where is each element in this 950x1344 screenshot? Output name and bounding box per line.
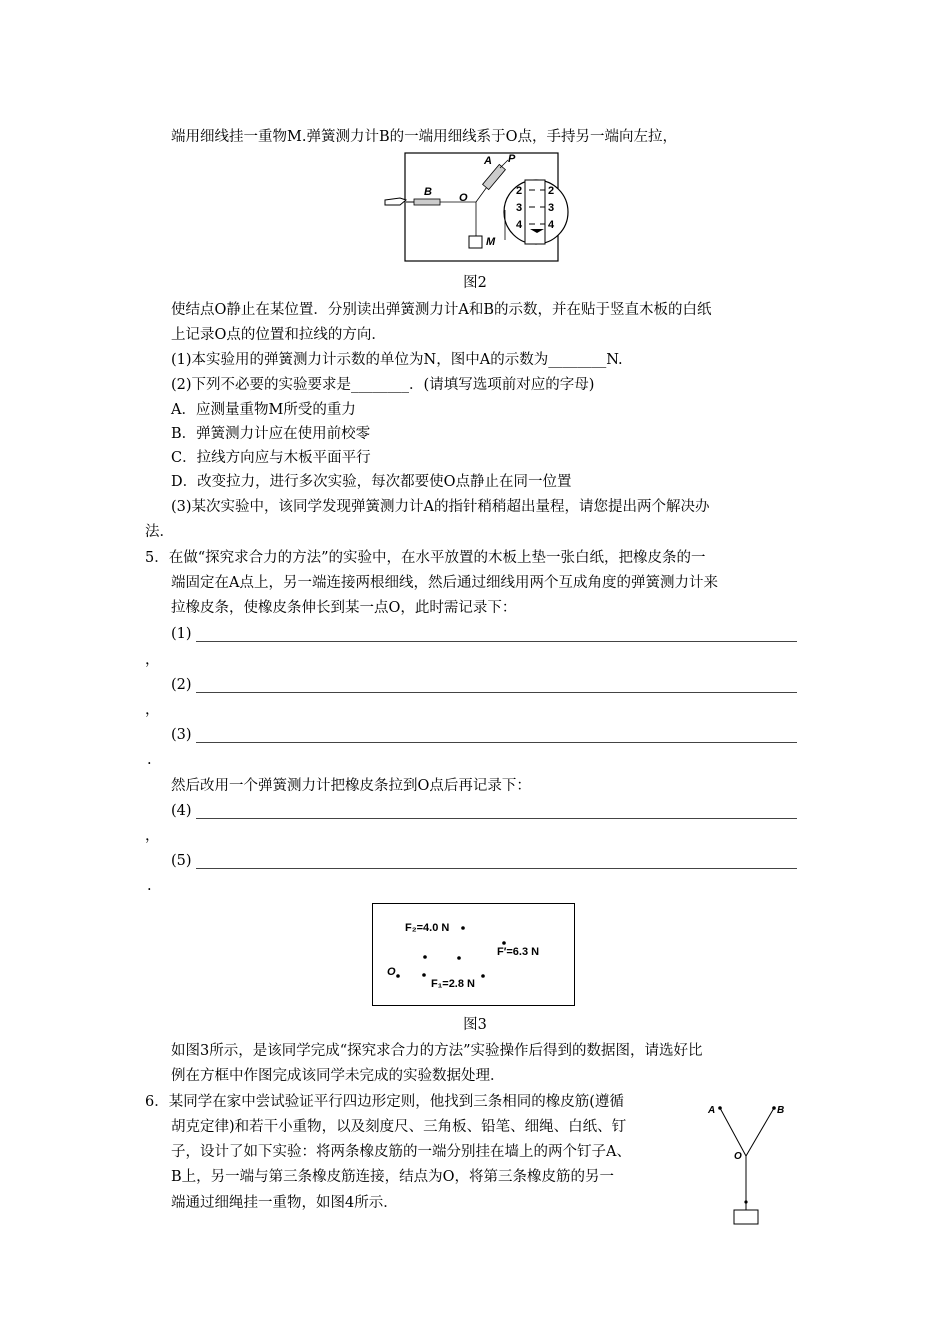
answer-blank-5[interactable] [196, 868, 797, 869]
label-f2: F₂=4.0 N [405, 922, 450, 934]
text-line: 使结点O静止在某位置．分别读出弹簧测力计A和B的示数，并在贴于竖直木板的白纸 [171, 302, 712, 318]
question-4-2: (2)下列不必要的实验要求是________．(请填写选项前对应的字母) [171, 377, 595, 393]
text-line: 法． [145, 524, 174, 540]
svg-text:A: A [708, 1105, 716, 1116]
figure-3-caption: 图3 [463, 1017, 487, 1033]
answer-blank-4[interactable] [196, 818, 797, 819]
option-b: B．弹簧测力计应在使用前校零 [171, 426, 371, 442]
option-d: D．改变拉力，进行多次实验，每次都要使O点静止在同一位置 [171, 474, 572, 490]
label-f1: F₁=2.8 N [431, 978, 475, 990]
question-6: 6．某同学在家中尝试验证平行四边形定则，他找到三条相同的橡皮筋(遵循 [145, 1094, 624, 1110]
spring-scale-a [483, 164, 506, 189]
text-line: 如图3所示，是该同学完成“探究求合力的方法”实验操作后得到的数据图，请选好比 [171, 1043, 703, 1059]
punct: . [147, 752, 152, 768]
svg-text:P: P [508, 153, 516, 165]
question-4-3: (3)某次实验中，该同学发现弹簧测力计A的指针稍稍超出量程，请您提出两个解决办 [171, 499, 710, 515]
svg-text:M: M [486, 236, 496, 248]
hand-icon [385, 198, 406, 205]
answer-blank-1[interactable] [196, 641, 797, 642]
point-f-prime [502, 941, 506, 945]
figure-4 [700, 1098, 795, 1230]
answer-blank-2[interactable] [196, 692, 797, 693]
weight [734, 1210, 758, 1224]
punct: ， [145, 828, 160, 844]
blank-label-2: (2) [171, 677, 192, 693]
point-o [396, 974, 400, 978]
text-line: 端通过细绳挂一重物，如图4所示． [171, 1195, 398, 1211]
text-line: 端用细线挂一重物M.弹簧测力计B的一端用细线系于O点，手持另一端向左拉， [171, 129, 677, 145]
svg-text:2: 2 [548, 185, 555, 197]
label-f-prime: F′=6.3 N [497, 946, 540, 958]
label-o: O [387, 966, 396, 978]
text-line: B上，另一端与第三条橡皮筋连接，结点为O，将第三条橡皮筋的另一 [171, 1169, 615, 1185]
point [422, 973, 426, 977]
blank-label-3: (3) [171, 727, 192, 743]
point-f1 [481, 974, 485, 978]
text-line: 胡克定律)和若干小重物，以及刻度尺、三角板、铅笔、细绳、白纸、钉 [171, 1119, 627, 1135]
svg-text:4: 4 [548, 219, 555, 231]
figure-2 [380, 150, 580, 265]
text-line: 然后改用一个弹簧测力计把橡皮条拉到O点后再记录下： [171, 778, 531, 794]
spring-scale-b [414, 199, 440, 205]
punct: ， [145, 702, 160, 718]
option-c: C．拉线方向应与木板平面平行 [171, 450, 371, 466]
svg-text:O: O [459, 192, 468, 204]
svg-text:B: B [424, 186, 432, 198]
svg-text:A: A [484, 155, 492, 167]
option-a: A．应测量重物M所受的重力 [171, 402, 356, 418]
punct: ， [145, 652, 160, 668]
figure-2-caption: 图2 [463, 275, 487, 291]
punct: . [147, 878, 152, 894]
point-f2 [461, 926, 465, 930]
text-line: 拉橡皮条，使橡皮条伸长到某一点O，此时需记录下： [171, 600, 517, 616]
figure-3[interactable] [372, 903, 575, 1006]
text-line: 上记录O点的位置和拉线的方向． [171, 327, 386, 343]
svg-text:B: B [777, 1105, 785, 1116]
blank-label-4: (4) [171, 803, 192, 819]
svg-text:O: O [734, 1151, 742, 1162]
point [457, 956, 461, 960]
svg-text:3: 3 [516, 202, 523, 214]
question-5: 5．在做“探究求合力的方法”的实验中，在水平放置的木板上垫一张白纸，把橡皮条的一 [145, 550, 706, 566]
point [423, 955, 427, 959]
question-4-1: (1)本实验用的弹簧测力计示数的单位为N，图中A的示数为________N. [171, 352, 623, 368]
text-line: 例在方框中作图完成该同学未完成的实验数据处理． [171, 1068, 505, 1084]
text-line: 端固定在A点上，另一端连接两根细线，然后通过细线用两个互成角度的弹簧测力计来 [171, 575, 718, 591]
answer-blank-3[interactable] [196, 742, 797, 743]
svg-text:3: 3 [548, 202, 555, 214]
weight-m [469, 236, 482, 248]
text-line: 子，设计了如下实验：将两条橡皮筋的一端分别挂在墙上的两个钉子A、 [171, 1144, 631, 1160]
svg-text:4: 4 [516, 219, 523, 231]
svg-text:2: 2 [516, 185, 523, 197]
blank-label-1: (1) [171, 626, 192, 642]
blank-label-5: (5) [171, 853, 192, 869]
